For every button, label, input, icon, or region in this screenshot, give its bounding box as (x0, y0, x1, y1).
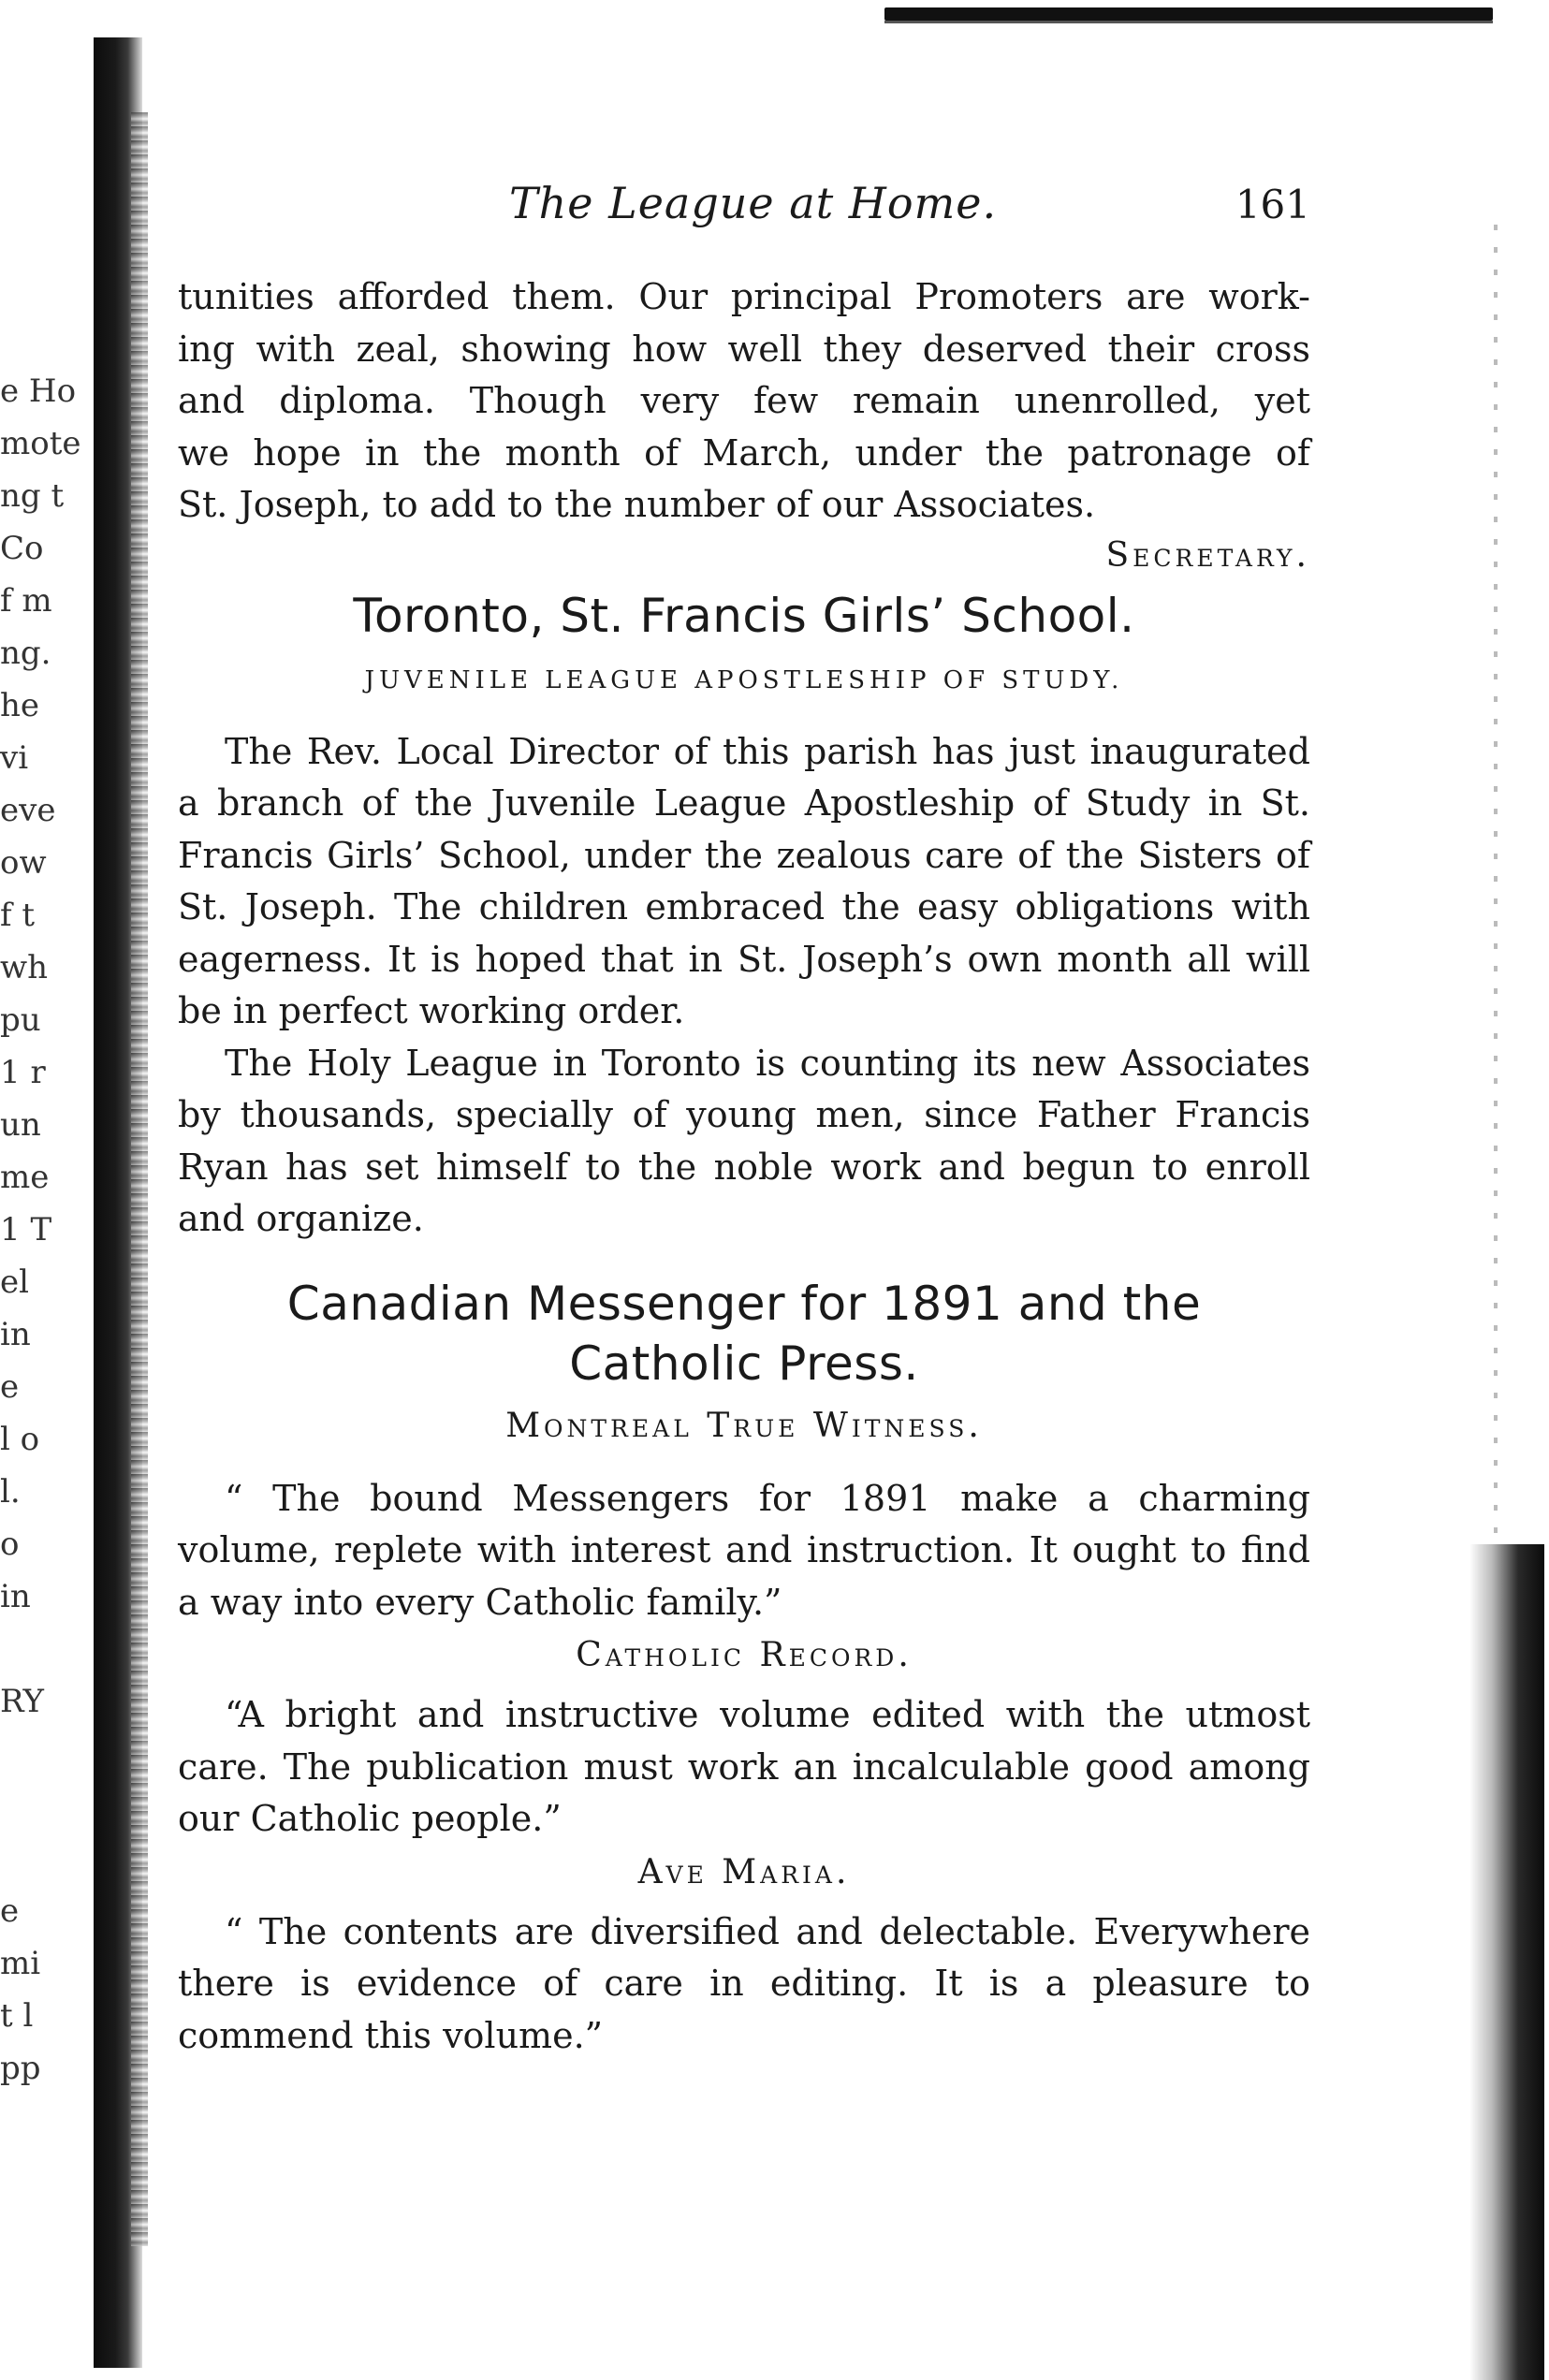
section-title-line: Catholic Press. (569, 1336, 919, 1391)
previous-page-fragment: wh (0, 949, 48, 986)
page-number: 161 (1235, 182, 1310, 227)
previous-page-fragment: eve (0, 792, 56, 829)
previous-page-fragment: mi (0, 1945, 41, 1982)
quote: “ The contents are diversified and delectable. Everywhere there is evidence of care in editing. It is a pleasure to commend this volume.” (178, 1910, 1310, 2056)
previous-page-fragment: el (0, 1263, 29, 1301)
previous-page-fragment: t l (0, 1997, 34, 2035)
previous-page-fragment: RY (0, 1683, 44, 1720)
previous-page-fragment (0, 1728, 94, 1780)
right-margin-specks (1494, 225, 1498, 1544)
section-title-toronto: Toronto, St. Francis Girls’ School. (353, 588, 1135, 643)
previous-page-fragment (0, 1780, 94, 1832)
previous-page-fragment: me (0, 1159, 50, 1196)
previous-page-fragment: e Ho (0, 372, 77, 410)
text-line: we hope in the month of March, under the patronage of (178, 431, 1310, 474)
previous-page-fragment: 1 T (0, 1211, 52, 1248)
running-title: The League at Home. (509, 178, 998, 228)
source-name: Ave Maria. (637, 1852, 851, 1891)
text-line: ing with zeal, showing how well they deserved their cross (178, 328, 1310, 370)
gutter-edge-texture (131, 112, 148, 2246)
previous-page-fragment: l. (0, 1473, 21, 1511)
previous-page-fragment: ng. (0, 635, 51, 672)
previous-page-fragment: mote (0, 425, 81, 462)
continued-paragraph (178, 271, 1310, 532)
text-line: tunities afforded them. Our principal Promoters are work- (178, 276, 1310, 317)
text-line: St. Joseph, to add to the number of our Associates. (178, 484, 1096, 525)
previous-page-fragment: pu (0, 1001, 41, 1039)
previous-page-fragment: vi (0, 739, 29, 777)
right-page-edge-shadow (1469, 1544, 1544, 2380)
source-name: Montreal True Witness. (505, 1406, 983, 1445)
page-body (178, 271, 1310, 2062)
previous-page-fragment: f t (0, 897, 36, 934)
previous-page-fragment: 1 r (0, 1054, 46, 1091)
previous-page-fragment: in (0, 1316, 31, 1353)
text-line: and diploma. Though very few remain unenrolled, yet (178, 380, 1310, 421)
section-subtitle: JUVENILE LEAGUE APOSTLESHIP OF STUDY. (364, 665, 1124, 694)
previous-page-fragment: o (0, 1526, 20, 1563)
quote: “A bright and instructive volume edited with the utmost care. The publication must work an incalculable good among our Catholic people.” (178, 1694, 1310, 1839)
previous-page-fragment: he (0, 687, 40, 724)
previous-page-fragment: un (0, 1106, 41, 1144)
section-title-messenger (178, 1274, 1310, 1394)
signature: Secretary. (1105, 535, 1310, 575)
previous-page-fragment (0, 1832, 94, 1885)
section-title-line: Canadian Messenger for 1891 and the (286, 1276, 1202, 1331)
top-rule-shadow (884, 21, 1493, 23)
previous-page-fragment: l o (0, 1421, 40, 1458)
previous-page-fragments (0, 365, 94, 2095)
paragraph: The Holy League in Toronto is counting its new Associates by thousands, specially of young men, since Father Francis Ryan has set himself to the noble work and begun to enroll and organize. (178, 1042, 1310, 1239)
running-header (178, 178, 1310, 243)
top-rule (884, 7, 1493, 21)
previous-page-fragment: pp (0, 2050, 41, 2087)
previous-page-fragment: e (0, 1892, 20, 1930)
previous-page-fragment: f m (0, 582, 52, 620)
previous-page-fragment: in (0, 1578, 31, 1615)
quote: “ The bound Messengers for 1891 make a charming volume, replete with interest and instruction. It ought to find a way into every Catholic family.” (178, 1477, 1310, 1623)
previous-page-fragment (0, 1623, 94, 1675)
previous-page-fragment: ng t (0, 477, 65, 515)
paragraph: The Rev. Local Director of this parish has just inaugurated a branch of the Juvenile League Apostleship of Study in St. Francis Girls’ School, under the zealous care of the Sisters of St. Joseph. The children embraced the easy obligations with eagerness. It is hoped that in St. Joseph’s own month all will be in perfect working order. (178, 730, 1310, 1031)
previous-page-fragment: e (0, 1368, 20, 1406)
previous-page-fragment: ow (0, 844, 47, 882)
previous-page-fragment: Co (0, 530, 44, 567)
source-name: Catholic Record. (576, 1636, 913, 1674)
